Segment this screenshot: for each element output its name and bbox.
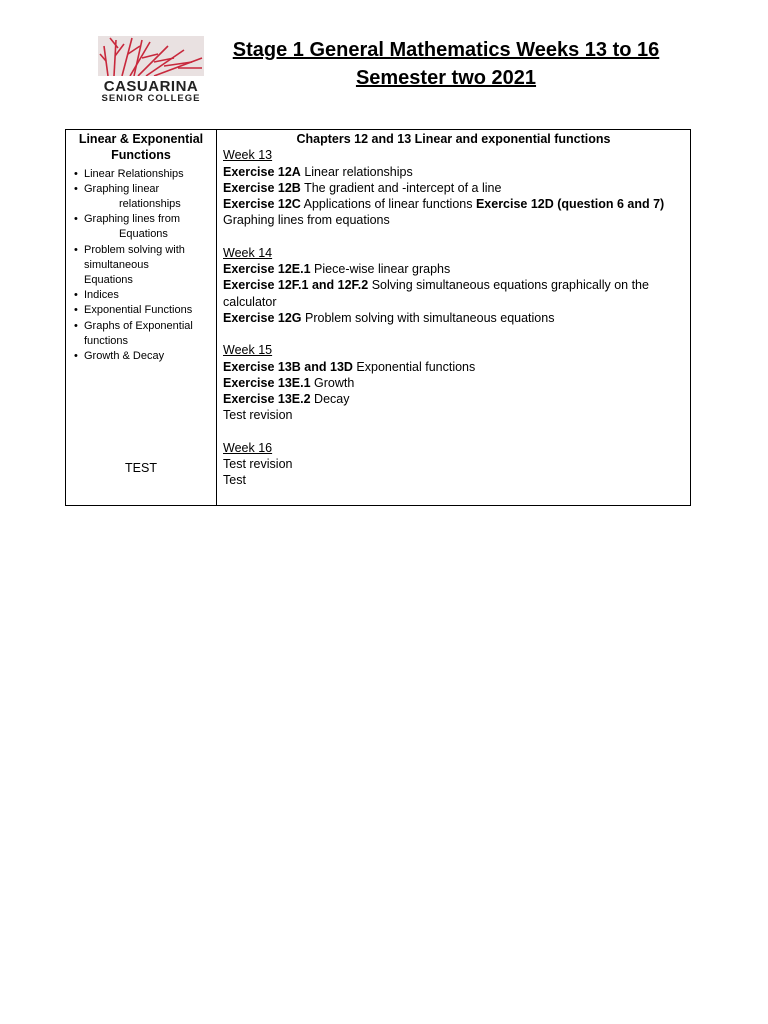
topic-label-cont: simultaneous	[84, 258, 149, 271]
exercise-line: Graphing lines from equations	[223, 213, 390, 228]
logo-subname: SENIOR COLLEGE	[101, 93, 201, 104]
chapters-heading: Chapters 12 and 13 Linear and exponential functions	[296, 132, 611, 146]
logo-branches-icon	[98, 36, 204, 76]
test-label: TEST	[125, 461, 157, 476]
topic-item	[66, 182, 216, 212]
topic-label: Exponential Functions	[84, 304, 193, 317]
title-line-2: Semester two 2021	[355, 67, 537, 89]
week-label: Week 13	[223, 148, 273, 163]
topic-label: Graphs of Exponential	[84, 319, 193, 332]
exercise-line: Test revision	[223, 457, 293, 472]
exercise-line: Exercise 12B The gradient and -intercept of a line	[223, 180, 502, 195]
weekly-plan-table	[65, 129, 691, 506]
topic-label: Graphing linear	[84, 182, 160, 195]
topic-item	[66, 349, 216, 364]
week-label: Week 14	[223, 245, 273, 260]
exercise-line: Exercise 12A Linear relationships	[223, 164, 413, 179]
exercise-line: Exercise 12G Problem solving with simultaneous equations	[223, 310, 555, 325]
plan-row	[66, 130, 691, 506]
topic-item	[66, 243, 216, 289]
schedule-cell	[217, 130, 691, 506]
topic-item	[66, 303, 216, 318]
topic-label: Growth & Decay	[84, 350, 165, 363]
topic-label: Graphing lines from	[84, 213, 180, 226]
exercise-line: Test revision	[223, 408, 293, 423]
exercise-line: Test	[223, 473, 246, 488]
week-label: Week 16	[223, 440, 273, 455]
exercise-line: Exercise 12F.1 and 12F.2 Solving simultaneous equations graphically on the calculator	[223, 278, 649, 309]
topics-list	[66, 167, 216, 365]
page-title	[218, 36, 674, 92]
topic-item	[66, 288, 216, 303]
topic-item	[66, 167, 216, 182]
topics-heading: Linear & Exponential Functions	[78, 132, 204, 163]
topic-label-cont: Equations	[84, 274, 133, 287]
exercise-line: Exercise 13E.2 Decay	[223, 392, 350, 407]
topic-label-cont: Equations	[119, 228, 168, 241]
topic-label: Problem solving with	[84, 243, 185, 256]
topic-label-cont: relationships	[119, 198, 181, 210]
topics-cell	[66, 130, 217, 506]
logo-name: CASUARINA	[103, 78, 199, 95]
week-label: Week 15	[223, 343, 273, 358]
topic-item	[66, 319, 216, 349]
exercise-line: Exercise 12C Applications of linear functions Exercise 12D (question 6 and 7)	[223, 197, 665, 212]
college-logo	[96, 36, 206, 106]
topic-label: Linear Relationships	[84, 167, 184, 180]
title-line-1: Stage 1 General Mathematics Weeks 13 to 16	[232, 39, 660, 61]
exercise-line: Exercise 13E.1 Growth	[223, 375, 355, 390]
topic-item	[66, 212, 216, 242]
exercise-line: Exercise 13B and 13D Exponential functions	[223, 359, 476, 374]
topic-label: Indices	[84, 289, 119, 302]
topic-label-cont: functions	[84, 334, 129, 347]
exercise-line: Exercise 12E.1 Piece-wise linear graphs	[223, 262, 451, 277]
